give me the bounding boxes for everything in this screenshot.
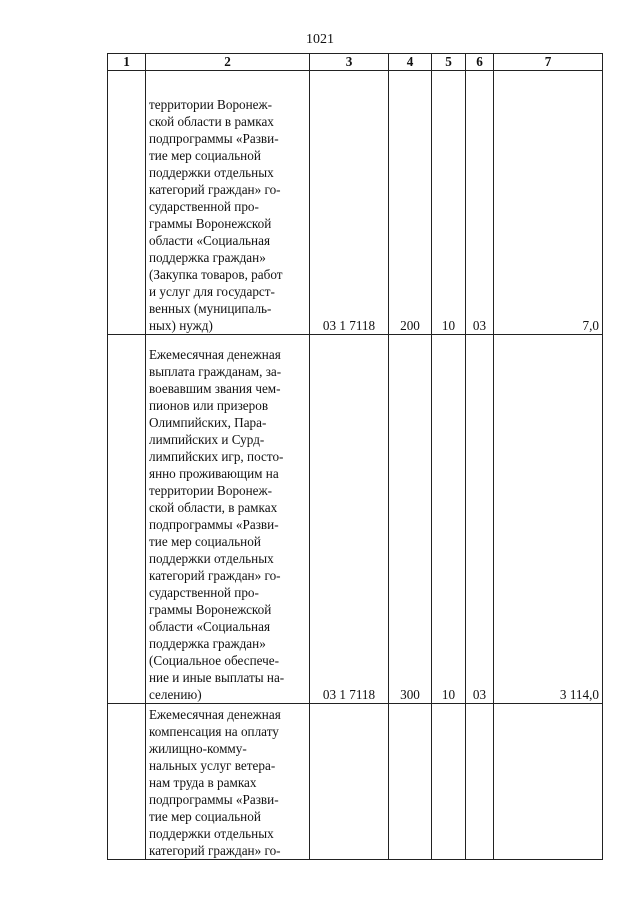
description-line: выплата гражданам, за- (149, 364, 282, 379)
code-cell: 03 1 7118 (310, 335, 389, 704)
header-col-2: 2 (146, 54, 310, 71)
header-col-5: 5 (432, 54, 466, 71)
table-row (108, 71, 603, 335)
description-line: компенсация на оплату (149, 724, 279, 739)
description-line: поддержка граждан» (149, 250, 266, 265)
amount-cell: 7,0 (494, 71, 603, 335)
budget-table (107, 53, 603, 860)
description-line: территории Воронеж- (149, 97, 273, 112)
description-line: поддержки отдельных (149, 165, 274, 180)
description-line: Ежемесячная денежная (149, 347, 281, 362)
description-line: ных) нужд) (149, 318, 213, 333)
description-line: тие мер социальной (149, 148, 261, 163)
code-cell (310, 704, 389, 860)
expense-type-cell: 300 (389, 335, 432, 704)
table-row (108, 335, 603, 704)
description-line: сударственной про- (149, 199, 259, 214)
description-line: селению) (149, 687, 202, 702)
description-line: венных (муниципаль- (149, 301, 272, 316)
page-number: 1021 (306, 32, 334, 47)
subsection-cell (466, 704, 494, 860)
description-line: граммы Воронежской (149, 216, 272, 231)
table-row (108, 704, 603, 860)
header-col-4: 4 (389, 54, 432, 71)
header-col-7: 7 (494, 54, 603, 71)
row-number-cell (108, 335, 146, 704)
description-cell (146, 71, 310, 335)
description-line: ние и иные выплаты на- (149, 670, 285, 685)
description-line: области «Социальная (149, 619, 271, 634)
description-line: нам труда в рамках (149, 775, 257, 790)
section-cell: 10 (432, 71, 466, 335)
description-line: Олимпийских, Пара- (149, 415, 267, 430)
expense-type-cell (389, 704, 432, 860)
description-line: тие мер социальной (149, 809, 261, 824)
description-line: пионов или призеров (149, 398, 269, 413)
description-line: категорий граждан» го- (149, 568, 281, 583)
description-line: Ежемесячная денежная (149, 707, 281, 722)
subsection-cell: 03 (466, 71, 494, 335)
subsection-cell: 03 (466, 335, 494, 704)
row-number-cell (108, 71, 146, 335)
description-line: (Социальное обеспече- (149, 653, 280, 668)
header-col-1: 1 (108, 54, 146, 71)
expense-type-cell: 200 (389, 71, 432, 335)
description-line: поддержка граждан» (149, 636, 266, 651)
description-line: категорий граждан» го- (149, 843, 281, 858)
description-line: жилищно-комму- (149, 741, 247, 756)
description-line: подпрограммы «Разви- (149, 131, 279, 146)
description-line: (Закупка товаров, работ (149, 267, 283, 282)
description-line: ской области, в рамках (149, 500, 278, 515)
description-line: тие мер социальной (149, 534, 261, 549)
description-line: территории Воронеж- (149, 483, 273, 498)
description-line: поддержки отдельных (149, 826, 274, 841)
description-line: воевавшим звания чем- (149, 381, 281, 396)
description-line: подпрограммы «Разви- (149, 792, 279, 807)
description-line: лимпийских и Сурд- (149, 432, 265, 447)
description-line: и услуг для государст- (149, 284, 275, 299)
amount-cell (494, 704, 603, 860)
description-line: поддержки отдельных (149, 551, 274, 566)
code-cell: 03 1 7118 (310, 71, 389, 335)
description-line: нальных услуг ветера- (149, 758, 276, 773)
description-cell (146, 335, 310, 704)
description-line: янно проживающим на (149, 466, 279, 481)
description-line: области «Социальная (149, 233, 271, 248)
description-line: сударственной про- (149, 585, 259, 600)
description-line: категорий граждан» го- (149, 182, 281, 197)
description-line: ской области в рамках (149, 114, 274, 129)
header-col-6: 6 (466, 54, 494, 71)
amount-cell: 3 114,0 (494, 335, 603, 704)
section-cell: 10 (432, 335, 466, 704)
description-line: лимпийских игр, посто- (149, 449, 284, 464)
description-line: подпрограммы «Разви- (149, 517, 279, 532)
header-row (108, 54, 603, 71)
header-col-3: 3 (310, 54, 389, 71)
section-cell (432, 704, 466, 860)
row-number-cell (108, 704, 146, 860)
description-cell (146, 704, 310, 860)
description-line: граммы Воронежской (149, 602, 272, 617)
